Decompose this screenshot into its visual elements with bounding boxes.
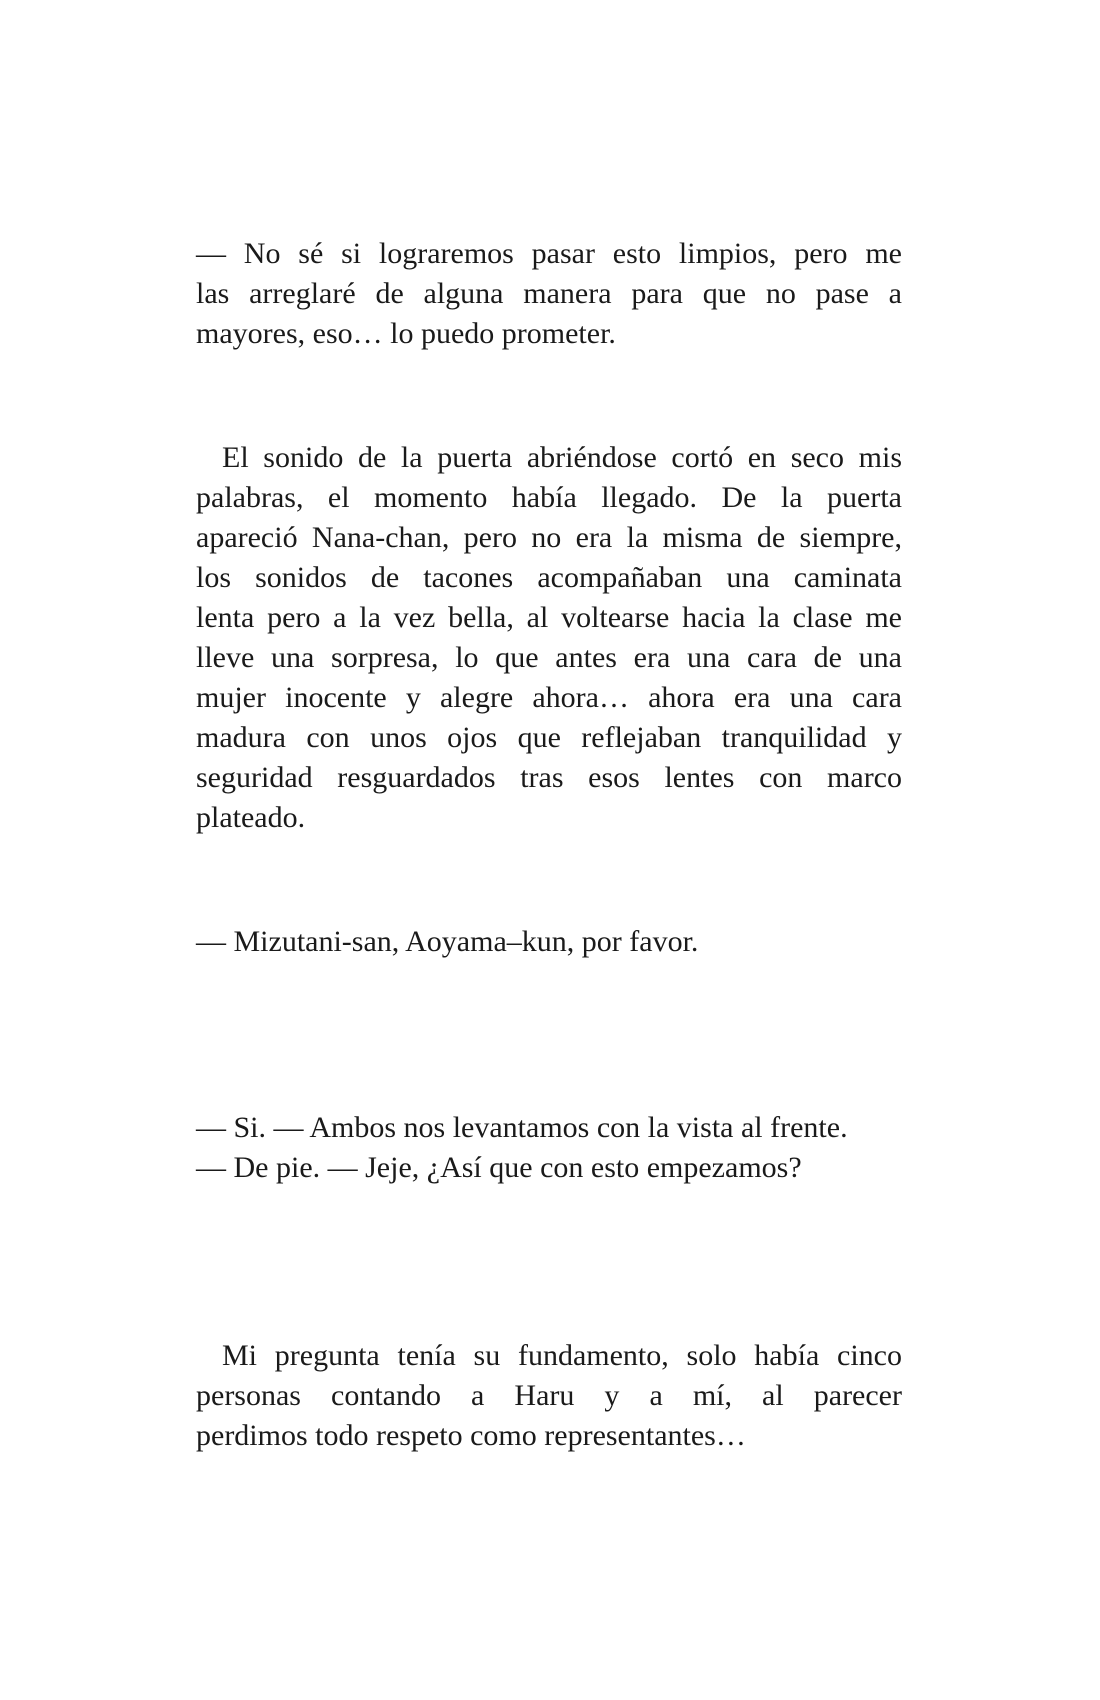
dialogue-paragraph [196,922,902,962]
text-line: — De pie. — Jeje, ¿Así que con esto empezamos? [196,1151,802,1184]
text-line: — Mizutani-san, Aoyama–kun, por favor. [196,925,699,958]
text-line: palabras, el momento había llegado. De la puerta [196,481,902,514]
text-line: mayores, eso… lo puedo prometer. [196,317,616,350]
text-line: Mi pregunta tenía su fundamento, solo había cinco [222,1339,902,1372]
dialogue-paragraph [196,1108,902,1188]
text-line: los sonidos de tacones acompañaban una caminata [196,561,902,594]
text-line: seguridad resguardados tras esos lentes con marco [196,761,902,794]
text-line: — No sé si lograremos pasar esto limpios, pero me [196,237,902,270]
text-line: personas contando a Haru y a mí, al parecer [196,1379,902,1412]
text-line: mujer inocente y alegre ahora… ahora era una cara [196,681,902,714]
dialogue-paragraph [196,234,902,354]
text-line: apareció Nana-chan, pero no era la misma de siempre, [196,521,902,554]
text-line: madura con unos ojos que reflejaban tranquilidad y [196,721,902,754]
narrative-paragraph [196,1336,902,1456]
text-line: plateado. [196,801,306,834]
text-line: El sonido de la puerta abriéndose cortó en seco mis [222,441,902,474]
text-line: perdimos todo respeto como representantes… [196,1419,746,1452]
text-line: las arreglaré de alguna manera para que no pase a [196,277,902,310]
text-line: — Si. — Ambos nos levantamos con la vista al frente. [196,1111,848,1144]
narrative-paragraph [196,438,902,838]
text-line: lenta pero a la vez bella, al voltearse hacia la clase me [196,601,902,634]
text-line: lleve una sorpresa, lo que antes era una cara de una [196,641,902,674]
